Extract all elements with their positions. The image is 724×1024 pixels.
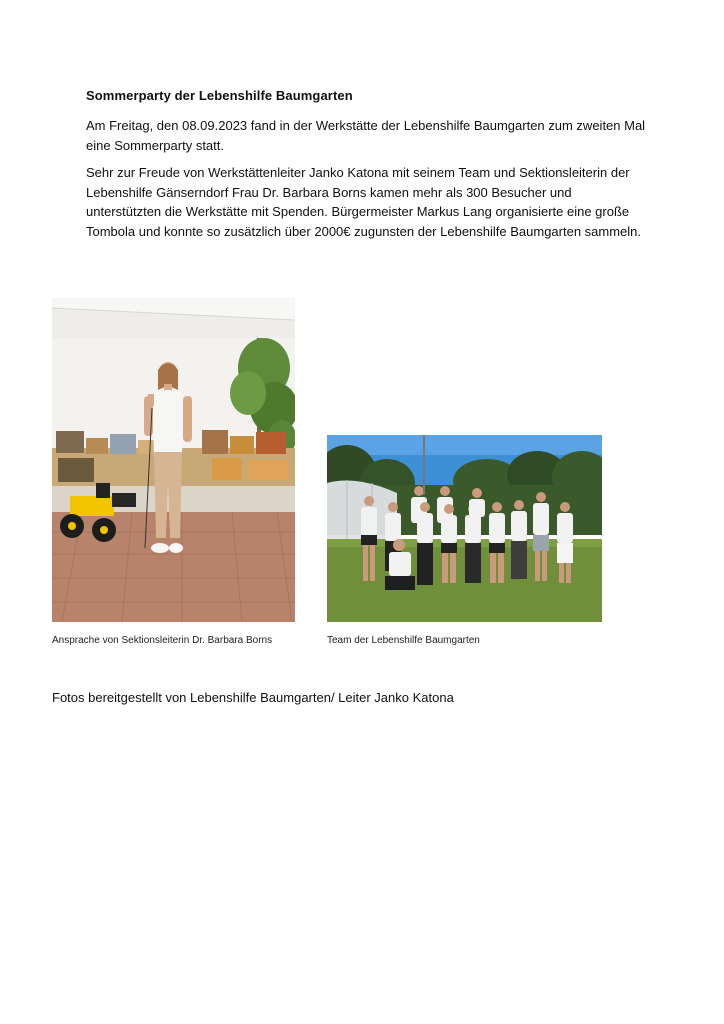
photo-credit: Fotos bereitgestellt von Lebenshilfe Baumgarten/ Leiter Janko Katona <box>52 690 454 705</box>
team-photo-illustration <box>327 435 602 622</box>
article-paragraph-2: Sehr zur Freude von Werkstättenleiter Janko Katona mit seinem Team und Sektionsleiterin der Lebenshilfe Gänserndorf Frau Dr. Barbara Borns kamen mehr als 300 Besucher und unterstützten die Werkstätte mit Spenden. Bürgermeister Markus Lang organisierte eine große Tombola und konnte so zusätzlich über 2000€ zugunsten der Lebenshilfe Baumgarten sammeln. <box>86 165 642 239</box>
team-member <box>511 500 527 579</box>
speech-photo-illustration <box>52 298 295 622</box>
team-member <box>417 502 433 585</box>
article-title: Sommerparty der Lebenshilfe Baumgarten <box>86 88 353 103</box>
article-paragraph-1: Am Freitag, den 08.09.2023 fand in der Werkstätte der Lebenshilfe Baumgarten zum zweiten Mal eine Sommerparty statt. <box>86 118 646 153</box>
team-photo-caption: Team der Lebenshilfe Baumgarten <box>327 635 480 646</box>
speech-photo-caption: Ansprache von Sektionsleiterin Dr. Barbara Borns <box>52 635 273 646</box>
team-photo <box>327 435 602 622</box>
speech-photo <box>52 298 295 622</box>
